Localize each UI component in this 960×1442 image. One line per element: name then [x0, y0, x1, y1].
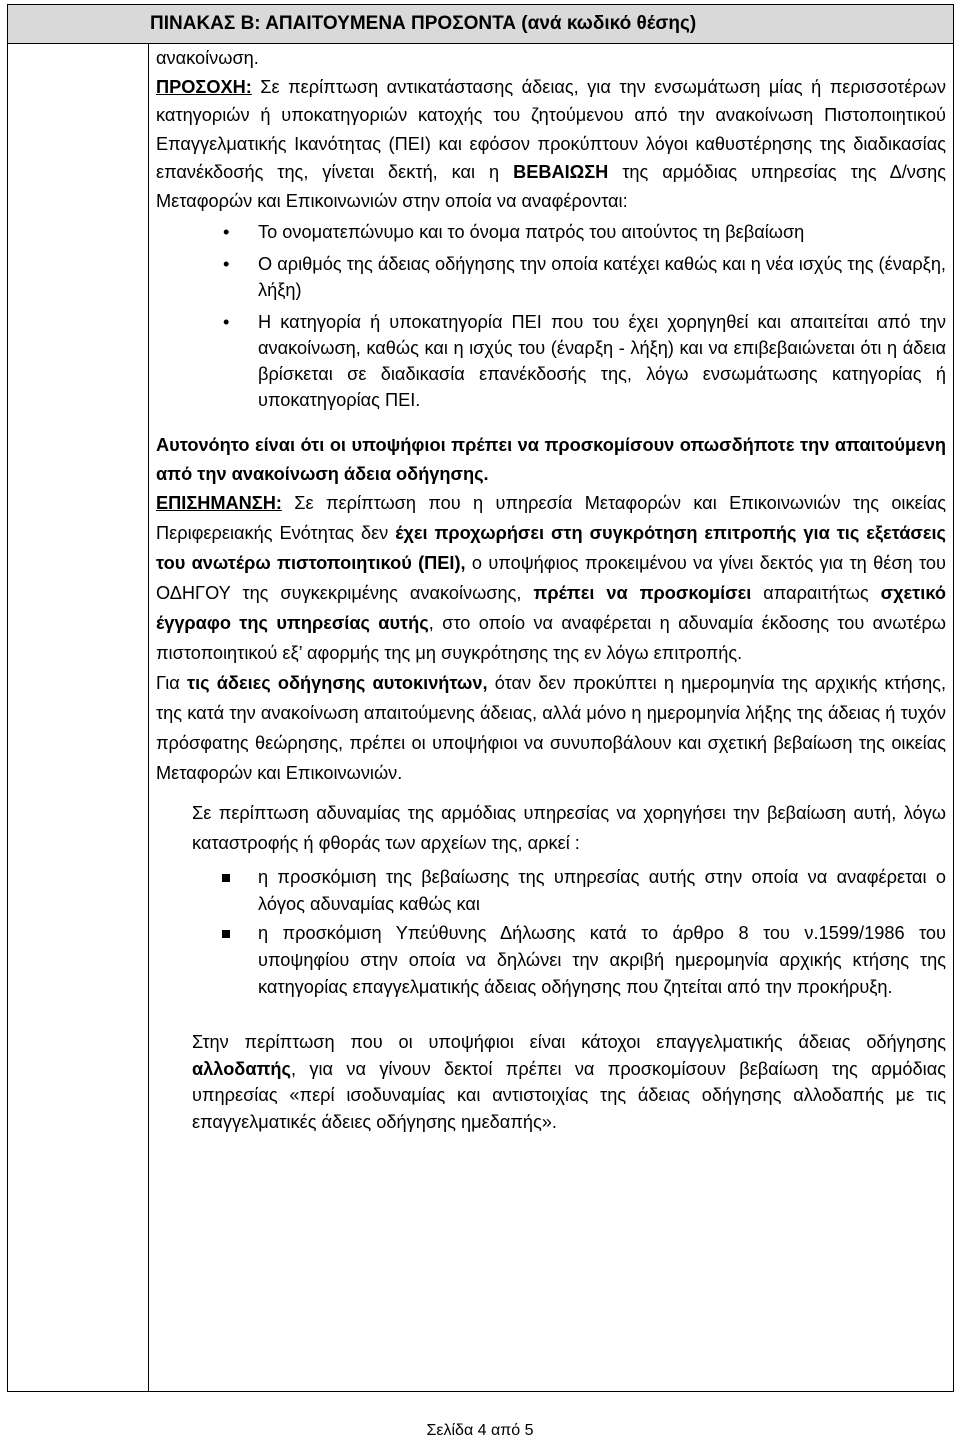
- list-item: • Η κατηγορία ή υποκατηγορία ΠΕΙ που του έχει χορηγηθεί και απαιτείται από την ανακοίνωση, καθώς και η ισχύς του (έναρξη - λήξη) και να επιβεβαιώνεται ότι η άδεια βρίσκεται σε διαδικασία επανέκδοσής της, λόγω ενσωμάτωσης κατηγορίας ή υποκατηγορίας ΠΕΙ.: [258, 309, 946, 413]
- bullet-icon: •: [223, 312, 230, 332]
- column-divider: [148, 43, 149, 1391]
- list-item: η προσκόμιση της βεβαίωσης της υπηρεσίας αυτής στην οποία να αναφέρεται ο λόγος αδυναμίας καθώς και: [258, 864, 946, 918]
- intro-text: ανακοίνωση.: [156, 48, 259, 68]
- page-number: Σελίδα 4 από 5: [426, 1422, 534, 1439]
- table-header: [8, 5, 953, 44]
- list-item: • Ο αριθμός της άδειας οδήγησης την οποία κατέχει καθώς και η νέα ισχύς της (έναρξη, λήξη): [258, 251, 946, 303]
- table-title: ΠΙΝΑΚΑΣ Β: ΑΠΑΙΤΟΥΜΕΝΑ ΠΡΟΣΟΝΤΑ (ανά κωδικό θέσης): [150, 13, 697, 34]
- attention-label: ΠΡΟΣΟΧΗ:: [156, 76, 252, 97]
- requirements-text: [156, 44, 946, 1135]
- square-bullet-icon: [222, 930, 230, 938]
- self-evident-paragraph: Αυτονόητο είναι ότι οι υποψήφιοι πρέπει να προσκομίσουν οπωσδήποτε την απαιτούμενη από την ανακοίνωση άδεια οδήγησης.: [156, 435, 946, 484]
- list-item: • Το ονοματεπώνυμο και το όνομα πατρός του αιτούντος τη βεβαίωση: [258, 219, 946, 245]
- square-bullet-icon: [222, 874, 230, 882]
- note-paragraph: ΕΠΙΣΗΜΑΝΣΗ: Σε περίπτωση που η υπηρεσία Μεταφορών και Επικοινωνιών της οικείας Περιφερειακής Ενότητας δεν έχει προχωρήσει στη συγκρότηση επιτροπής για τις εξετάσεις του ανωτέρω πιστοποιητικού (ΠΕΙ), ο υποψήφιος προκειμένου να γίνει δεκτός για τη θέση του ΟΔΗΓΟΥ της συγκεκριμένης ανακοίνωσης, πρέπει να προσκομίσει απαραιτήτως σχετικό έγγραφο της υπηρεσίας αυτής, στο οποίο να αναφέρεται η αδυναμία έκδοσης του ανωτέρω πιστοποιητικού εξ’ αφορμής της μη συγκρότησης της εν λόγω επιτροπής.: [156, 493, 946, 663]
- inability-paragraph: Σε περίπτωση αδυναμίας της αρμόδιας υπηρεσίας να χορηγήσει την βεβαίωση αυτή, λόγω καταστροφής ή φθοράς των αρχείων της, αρκεί :: [192, 803, 946, 853]
- car-licenses-paragraph: Για τις άδειες οδήγησης αυτοκινήτων, όταν δεν προκύπτει η ημερομηνία της αρχικής κτήσης, της κατά την ανακοίνωση απαιτούμενης άδειας, αλλά μόνο η ημερομηνία λήξης της άδειας ή τυχόν πρόσφατης θεώρησης, πρέπει οι υποψήφιοι να συνυποβάλουν και σχετική βεβαίωση της οικείας Μεταφορών και Επικοινωνιών.: [156, 673, 946, 783]
- foreign-license-paragraph: Στην περίπτωση που οι υποψήφιοι είναι κάτοχοι επαγγελματικής άδειας οδήγησης αλλοδαπής, για να γίνουν δεκτοί πρέπει να προσκομίσουν βεβαίωση της αρμόδιας υπηρεσίας «περί ισοδυναμίας και αντιστοιχίας της άδειας οδήγησης αλλοδαπής με τις επαγγελματικές άδειες οδήγησης ημεδαπής».: [192, 1032, 946, 1132]
- bullet-icon: •: [223, 222, 230, 242]
- bullet-icon: •: [223, 254, 230, 274]
- list-item: η προσκόμιση Υπεύθυνης Δήλωσης κατά το άρθρο 8 του ν.1599/1986 του υποψηφίου στην οποία να δηλώνει την ακριβή ημερομηνία αρχικής κτήσης της κατηγορίας επαγγελματικής άδειας οδήγησης που ζητείται από την προκήρυξη.: [258, 920, 946, 1001]
- square-bullet-list: [156, 864, 946, 1001]
- attention-paragraph: ΠΡΟΣΟΧΗ: Σε περίπτωση αντικατάστασης άδειας, για την ενσωμάτωση μίας ή περισσοτέρων κατηγοριών ή υποκατηγοριών κατοχής του ζητούμενου από την ανακοίνωση Πιστοποιητικού Επαγγελματικής Ικανότητας (ΠΕΙ) και εφόσον προκύπτουν λόγοι καθυστέρησης της διαδικασίας επανέκδοσής της, γίνεται δεκτή, και η ΒΕΒΑΙΩΣΗ της αρμόδιας υπηρεσίας της Δ/νσης Μεταφορών και Επικοινωνιών στην οποία να αναφέρονται:: [156, 76, 946, 211]
- note-label: ΕΠΙΣΗΜΑΝΣΗ:: [156, 493, 282, 513]
- certificate-bullet-list: [156, 219, 946, 413]
- certificate-term: ΒΕΒΑΙΩΣΗ: [513, 162, 609, 182]
